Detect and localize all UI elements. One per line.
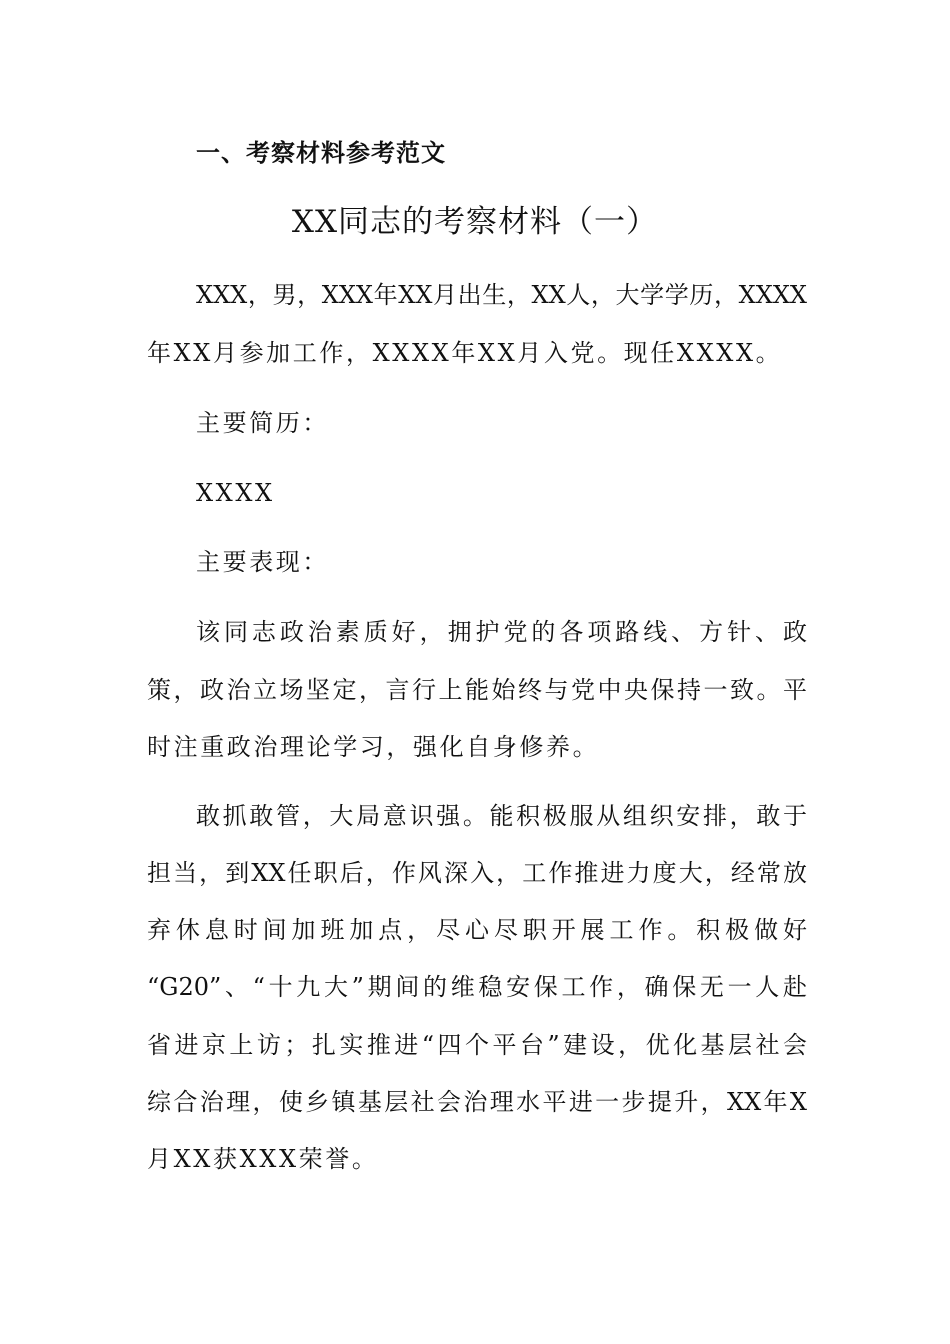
paragraph-line: 策，政治立场坚定，言行上能始终与党中央保持一致。平: [147, 676, 807, 704]
paragraph-line: “G20”、“十九大”期间的维稳安保工作，确保无一人赴: [147, 973, 807, 1001]
paragraph-line: XXX，男，XXX年XX月出生，XX人，大学学历，XXXX: [196, 281, 807, 309]
paragraph-line: 弃休息时间加班加点，尽心尽职开展工作。积极做好: [147, 916, 807, 944]
paragraph-line: 敢抓敢管，大局意识强。能积极服从组织安排，敢于: [196, 802, 807, 830]
paragraph-line: 年XX月参加工作，XXXX年XX月入党。现任XXXX。: [147, 339, 783, 367]
section-heading: 一、考察材料参考范文: [196, 139, 446, 167]
performance-label: 主要表现：: [196, 548, 329, 576]
paragraph-line: 该同志政治素质好，拥护党的各项路线、方针、政: [196, 618, 807, 646]
paragraph-line: 月XX获XXX荣誉。: [147, 1145, 379, 1173]
resume-label: 主要简历：: [196, 409, 329, 437]
paragraph-line: 时注重政治理论学习，强化自身修养。: [147, 733, 600, 761]
paragraph-line: 担当，到XX任职后，作风深入，工作推进力度大，经常放: [147, 859, 807, 887]
resume-content: XXXX: [196, 479, 275, 507]
paragraph-line: 省进京上访；扎实推进“四个平台”建设，优化基层社会: [147, 1031, 807, 1059]
paragraph-line: 综合治理，使乡镇基层社会治理水平进一步提升，XX年X: [147, 1088, 807, 1116]
document-title: XX同志的考察材料（一）: [291, 204, 659, 240]
